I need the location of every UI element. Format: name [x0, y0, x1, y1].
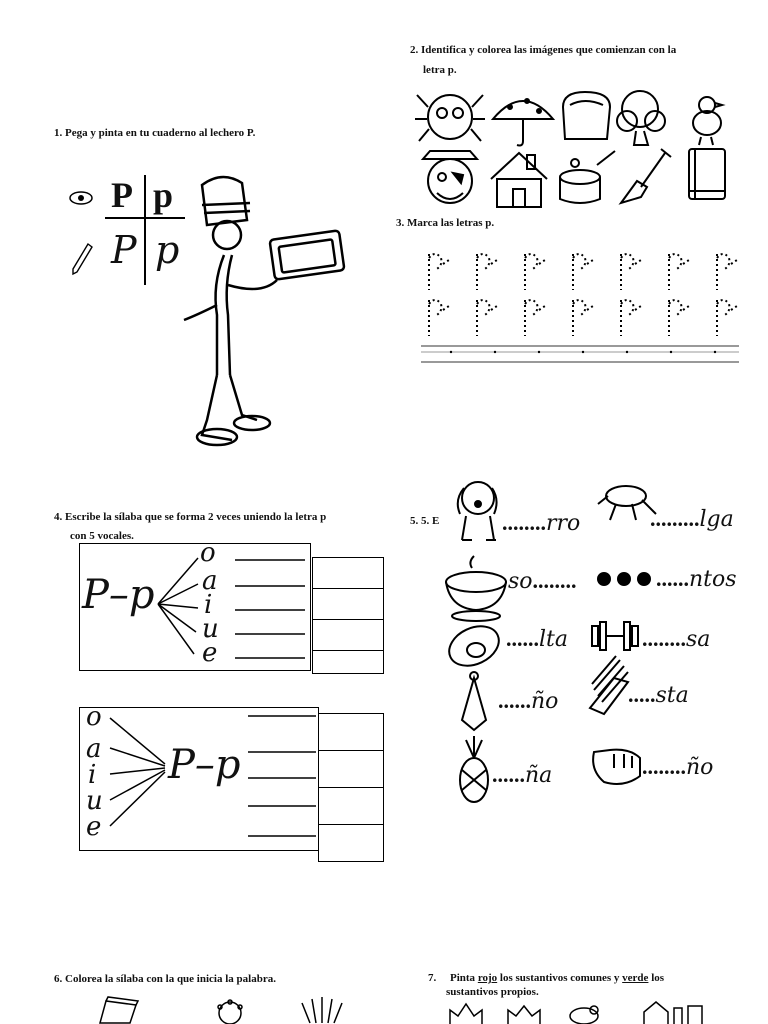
avocado-icon — [444, 619, 505, 674]
section7-text-b: los sustantivos comunes y — [497, 972, 623, 984]
syllable-diagram-2 — [79, 702, 319, 851]
section6-pictures — [90, 995, 360, 1024]
fist-icon — [593, 750, 640, 784]
trace-letter — [573, 254, 593, 290]
vowel-i-1: i — [204, 590, 213, 620]
dots-icon — [598, 573, 650, 585]
grass-icon — [302, 997, 342, 1023]
writing-guide-dot — [494, 351, 496, 353]
writing-guide-dot — [582, 351, 584, 353]
prefix-label-1: P–p — [82, 572, 155, 618]
dumbbell-icon — [592, 622, 638, 650]
trace-letter — [429, 300, 449, 336]
word-pineapple: ......ña — [492, 762, 553, 788]
section5-label: 5. 5. E — [410, 515, 440, 527]
flea-icon — [598, 486, 656, 520]
writing-guide-dot — [670, 351, 672, 353]
pineapple-icon — [460, 736, 488, 802]
word-avocado: ......lta — [506, 626, 568, 652]
pot-icon — [560, 151, 615, 203]
vowel-i-2: i — [88, 760, 97, 790]
trace-letter — [717, 300, 737, 336]
bread-icon — [563, 92, 610, 139]
word-dumbbell: ........sa — [642, 626, 711, 652]
section7-text-a: Pinta — [450, 972, 478, 984]
section4-instruction-line1: 4. Escribe la sílaba que se forma 2 veces uniendo la letra p — [54, 511, 327, 523]
grid-lower-script: p — [155, 228, 180, 272]
answer-boxes-1 — [312, 557, 384, 674]
king-icon — [450, 1004, 482, 1024]
trace-letter — [621, 300, 641, 336]
section3-instruction: 3. Marca las letras p. — [396, 217, 495, 229]
vowel-a-1: a — [202, 566, 218, 596]
trace-letter — [717, 254, 737, 290]
section2-instruction-line1: 2. Identifica y colorea las imágenes que comienzan con la — [410, 44, 677, 56]
grid-upper-print: P — [111, 175, 133, 215]
word-points: ......ntos — [656, 566, 737, 592]
necklace-icon — [218, 1000, 242, 1024]
umbrella-icon — [493, 99, 553, 146]
grid-upper-script: P — [111, 228, 137, 272]
writing-guide-dot — [714, 351, 716, 353]
trace-letter — [525, 300, 545, 336]
prefix-label-2: P–p — [168, 742, 241, 788]
section7-rojo: rojo — [477, 972, 498, 984]
vowel-e-1: e — [202, 638, 218, 668]
word-flea: .........lga — [650, 506, 734, 532]
writing-guide-dot — [450, 351, 452, 353]
trace-letter — [573, 300, 593, 336]
trace-letter — [429, 254, 449, 290]
word-handkerchief: ......ño — [498, 688, 559, 714]
section7-number: 7. — [428, 972, 437, 984]
vowel-o-2: o — [86, 702, 102, 732]
trace-letter — [669, 254, 689, 290]
section6-instruction: 6. Colorea la sílaba con la que inicia la palabra. — [54, 973, 276, 985]
letter-trace-area — [415, 244, 745, 369]
trace-letter — [669, 300, 689, 336]
section2-instruction-line2: letra p. — [423, 64, 457, 76]
word-dog: ........rro — [502, 510, 581, 536]
eye-icon — [68, 190, 94, 206]
section7-pictures — [444, 1000, 744, 1024]
book-icon — [100, 997, 138, 1023]
section7-instruction-line2: sustantivos propios. — [446, 986, 539, 998]
syllable-diagram-1 — [79, 538, 311, 671]
answer-boxes-2 — [318, 713, 384, 862]
writing-guide-dot — [538, 351, 540, 353]
handkerchief-icon — [462, 672, 486, 730]
book-icon — [689, 149, 725, 199]
bird-icon — [570, 1006, 598, 1024]
vowel-u-1: u — [202, 614, 219, 644]
vowel-o-1: o — [200, 538, 216, 568]
word-pasta: .....sta — [628, 682, 689, 708]
castle-icon — [644, 1002, 702, 1024]
trace-letter — [477, 254, 497, 290]
queen-icon — [508, 1006, 540, 1024]
soup-icon — [446, 556, 506, 621]
trace-letter — [525, 254, 545, 290]
vowel-u-2: u — [86, 786, 103, 816]
pencil-icon — [71, 242, 93, 276]
word-soup: so........ — [508, 568, 577, 594]
word-completion-area — [444, 470, 744, 810]
section7-text-c: los — [648, 972, 665, 984]
word-fist: ........ño — [642, 754, 714, 780]
trace-letter — [477, 300, 497, 336]
writing-guide-dot — [626, 351, 628, 353]
picture-grid — [415, 87, 740, 209]
chick-icon — [693, 97, 722, 145]
pirate-icon — [423, 151, 477, 203]
shovel-icon — [621, 149, 671, 203]
section4-instruction-line2: con 5 vocales. — [70, 530, 134, 542]
tree-icon — [617, 91, 665, 145]
grid-lower-print: p — [153, 175, 174, 215]
milkman-illustration — [162, 165, 352, 455]
pasta-icon — [590, 656, 628, 714]
section1-instruction: 1. Pega y pinta en tu cuaderno al lechero P. — [54, 127, 256, 139]
trace-letter — [621, 254, 641, 290]
dog-icon — [458, 482, 497, 540]
section7-verde: verde — [622, 972, 649, 984]
spider-icon — [415, 95, 485, 141]
vowel-e-2: e — [86, 812, 102, 842]
vowel-a-2: a — [86, 734, 102, 764]
house-icon — [491, 153, 547, 207]
